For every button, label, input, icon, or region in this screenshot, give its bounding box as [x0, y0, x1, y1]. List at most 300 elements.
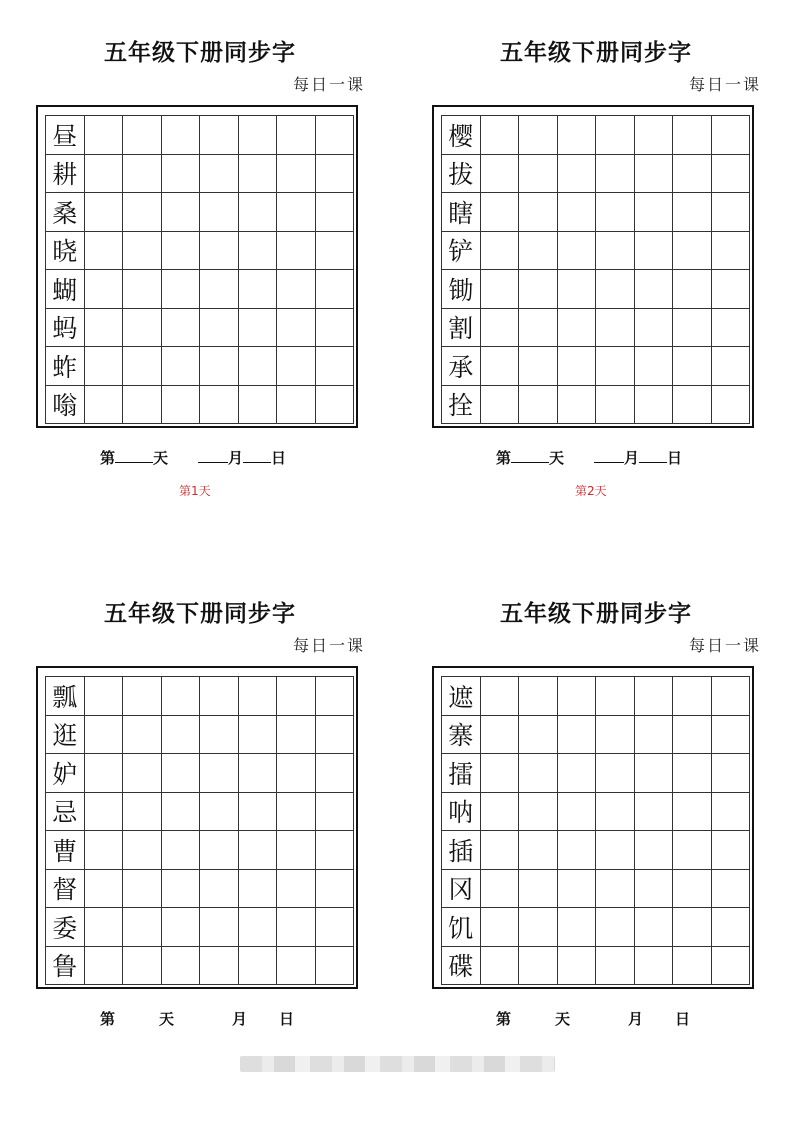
practice-cell[interactable] — [277, 754, 316, 793]
practice-cell[interactable] — [481, 232, 520, 271]
practice-cell[interactable] — [519, 155, 558, 194]
grid-frame — [432, 105, 754, 428]
practice-cell[interactable] — [162, 309, 201, 348]
writing-grid — [441, 676, 750, 985]
model-character: 寨 — [442, 716, 481, 755]
practice-cell[interactable] — [123, 116, 162, 155]
practice-cell[interactable] — [162, 155, 201, 194]
practice-cell[interactable] — [673, 793, 712, 832]
practice-cell[interactable] — [85, 870, 124, 909]
practice-cell[interactable] — [239, 831, 278, 870]
practice-cell[interactable] — [596, 908, 635, 947]
day-prefix: 第 — [100, 1010, 116, 1028]
practice-cell[interactable] — [85, 232, 124, 271]
practice-cell[interactable] — [162, 193, 201, 232]
practice-cell[interactable] — [481, 116, 520, 155]
model-character: 曹 — [46, 831, 85, 870]
practice-cell[interactable] — [673, 947, 712, 986]
practice-cell[interactable] — [123, 677, 162, 716]
practice-cell[interactable] — [277, 232, 316, 271]
practice-cell[interactable] — [635, 116, 674, 155]
model-character: 瓢 — [46, 677, 85, 716]
practice-cell[interactable] — [673, 116, 712, 155]
practice-cell[interactable] — [316, 947, 355, 986]
practice-cell[interactable] — [558, 831, 597, 870]
model-character: 遮 — [442, 677, 481, 716]
practice-cell[interactable] — [316, 908, 355, 947]
date-blank[interactable] — [243, 450, 271, 463]
practice-cell[interactable] — [239, 677, 278, 716]
practice-cell[interactable] — [519, 908, 558, 947]
practice-cell[interactable] — [316, 831, 355, 870]
model-character: 委 — [46, 908, 85, 947]
practice-cell[interactable] — [635, 309, 674, 348]
practice-cell[interactable] — [239, 793, 278, 832]
practice-cell[interactable] — [519, 386, 558, 425]
practice-cell[interactable] — [123, 232, 162, 271]
practice-cell[interactable] — [162, 793, 201, 832]
model-character: 蝴 — [46, 270, 85, 309]
practice-cell[interactable] — [239, 193, 278, 232]
day-prefix: 第 — [496, 449, 512, 467]
practice-cell[interactable] — [277, 947, 316, 986]
model-character: 承 — [442, 347, 481, 386]
practice-cell[interactable] — [635, 754, 674, 793]
date-label: 日 — [271, 449, 287, 467]
practice-cell[interactable] — [635, 716, 674, 755]
practice-cell[interactable] — [635, 155, 674, 194]
practice-cell[interactable] — [596, 947, 635, 986]
practice-cell[interactable] — [85, 831, 124, 870]
practice-cell[interactable] — [712, 386, 751, 425]
practice-cell[interactable] — [316, 677, 355, 716]
practice-cell[interactable] — [123, 193, 162, 232]
practice-cell[interactable] — [596, 831, 635, 870]
practice-cell[interactable] — [519, 193, 558, 232]
practice-cell[interactable] — [85, 908, 124, 947]
month-label: 月 — [232, 1010, 248, 1028]
practice-cell[interactable] — [519, 716, 558, 755]
practice-cell[interactable] — [481, 386, 520, 425]
practice-sheet — [432, 0, 762, 498]
sheet-title: 五年级下册同步字 — [104, 600, 296, 627]
practice-cell[interactable] — [712, 193, 751, 232]
practice-cell[interactable] — [481, 193, 520, 232]
practice-cell[interactable] — [712, 947, 751, 986]
practice-cell[interactable] — [596, 193, 635, 232]
model-character: 逛 — [46, 716, 85, 755]
practice-cell[interactable] — [200, 831, 239, 870]
model-character: 擂 — [442, 754, 481, 793]
practice-cell[interactable] — [316, 270, 355, 309]
practice-cell[interactable] — [200, 386, 239, 425]
practice-cell[interactable] — [200, 908, 239, 947]
sheet-subtitle: 每日一课 — [292, 636, 365, 655]
practice-cell[interactable] — [481, 947, 520, 986]
practice-cell[interactable] — [239, 309, 278, 348]
practice-cell[interactable] — [673, 870, 712, 909]
practice-cell[interactable] — [277, 347, 316, 386]
practice-cell[interactable] — [519, 677, 558, 716]
model-character: 割 — [442, 309, 481, 348]
practice-sheet — [36, 561, 366, 1031]
practice-cell[interactable] — [123, 386, 162, 425]
practice-cell[interactable] — [673, 716, 712, 755]
practice-cell[interactable] — [481, 754, 520, 793]
practice-cell[interactable] — [162, 677, 201, 716]
practice-cell[interactable] — [123, 155, 162, 194]
practice-cell[interactable] — [123, 870, 162, 909]
date-line — [496, 1008, 690, 1029]
model-character: 蚂 — [46, 309, 85, 348]
day-prefix: 第 — [100, 449, 116, 467]
model-character: 碟 — [442, 947, 481, 986]
practice-cell[interactable] — [712, 347, 751, 386]
practice-cell[interactable] — [316, 232, 355, 271]
practice-cell[interactable] — [200, 309, 239, 348]
practice-cell[interactable] — [162, 716, 201, 755]
practice-cell[interactable] — [481, 347, 520, 386]
sheet-title: 五年级下册同步字 — [500, 600, 692, 627]
practice-cell[interactable] — [277, 155, 316, 194]
practice-cell[interactable] — [635, 870, 674, 909]
grid-frame — [36, 105, 358, 428]
practice-cell[interactable] — [239, 270, 278, 309]
date-label: 日 — [667, 449, 683, 467]
practice-cell[interactable] — [200, 232, 239, 271]
practice-cell[interactable] — [316, 155, 355, 194]
day-prefix: 第 — [496, 1010, 512, 1028]
date-label: 日 — [279, 1010, 295, 1028]
practice-cell[interactable] — [200, 716, 239, 755]
practice-cell[interactable] — [635, 947, 674, 986]
practice-cell[interactable] — [200, 754, 239, 793]
practice-cell[interactable] — [85, 116, 124, 155]
sheet-title: 五年级下册同步字 — [500, 39, 692, 66]
model-character: 锄 — [442, 270, 481, 309]
practice-cell[interactable] — [239, 155, 278, 194]
practice-sheet — [36, 0, 366, 498]
practice-cell[interactable] — [200, 793, 239, 832]
practice-cell[interactable] — [277, 677, 316, 716]
practice-cell[interactable] — [596, 270, 635, 309]
practice-cell[interactable] — [162, 232, 201, 271]
model-character: 晓 — [46, 232, 85, 271]
practice-cell[interactable] — [519, 270, 558, 309]
practice-cell[interactable] — [558, 793, 597, 832]
model-character: 桑 — [46, 193, 85, 232]
practice-cell[interactable] — [558, 386, 597, 425]
practice-cell[interactable] — [200, 347, 239, 386]
practice-cell[interactable] — [712, 870, 751, 909]
practice-cell[interactable] — [316, 116, 355, 155]
practice-cell[interactable] — [123, 831, 162, 870]
practice-cell[interactable] — [519, 793, 558, 832]
practice-cell[interactable] — [316, 193, 355, 232]
practice-cell[interactable] — [519, 116, 558, 155]
practice-cell[interactable] — [277, 870, 316, 909]
practice-cell[interactable] — [558, 270, 597, 309]
practice-cell[interactable] — [481, 831, 520, 870]
practice-cell[interactable] — [200, 116, 239, 155]
practice-cell[interactable] — [277, 716, 316, 755]
practice-cell[interactable] — [481, 716, 520, 755]
practice-cell[interactable] — [519, 347, 558, 386]
practice-cell[interactable] — [481, 309, 520, 348]
month-blank[interactable] — [198, 450, 228, 463]
practice-cell[interactable] — [123, 270, 162, 309]
practice-cell[interactable] — [162, 754, 201, 793]
practice-cell[interactable] — [123, 793, 162, 832]
practice-cell[interactable] — [316, 309, 355, 348]
practice-cell[interactable] — [558, 677, 597, 716]
practice-cell[interactable] — [596, 347, 635, 386]
practice-cell[interactable] — [85, 386, 124, 425]
practice-cell[interactable] — [85, 155, 124, 194]
writing-grid — [441, 115, 750, 424]
practice-cell[interactable] — [673, 270, 712, 309]
practice-cell[interactable] — [596, 716, 635, 755]
practice-cell[interactable] — [635, 908, 674, 947]
practice-sheet — [432, 561, 762, 1031]
practice-cell[interactable] — [635, 232, 674, 271]
model-character: 耕 — [46, 155, 85, 194]
practice-cell[interactable] — [519, 309, 558, 348]
practice-cell[interactable] — [162, 347, 201, 386]
practice-cell[interactable] — [277, 908, 316, 947]
practice-cell[interactable] — [635, 793, 674, 832]
practice-cell[interactable] — [596, 116, 635, 155]
practice-cell[interactable] — [596, 232, 635, 271]
practice-cell[interactable] — [200, 193, 239, 232]
model-character: 呐 — [442, 793, 481, 832]
practice-cell[interactable] — [277, 270, 316, 309]
practice-cell[interactable] — [596, 386, 635, 425]
date-line — [100, 1008, 294, 1029]
day-suffix: 天 — [555, 1010, 571, 1028]
model-character: 昼 — [46, 116, 85, 155]
practice-cell[interactable] — [673, 347, 712, 386]
day-blank[interactable] — [115, 450, 153, 463]
practice-cell[interactable] — [200, 677, 239, 716]
practice-cell[interactable] — [481, 155, 520, 194]
practice-cell[interactable] — [673, 232, 712, 271]
practice-cell[interactable] — [596, 754, 635, 793]
practice-cell[interactable] — [635, 193, 674, 232]
model-character: 铲 — [442, 232, 481, 271]
practice-cell[interactable] — [673, 831, 712, 870]
practice-cell[interactable] — [239, 116, 278, 155]
practice-cell[interactable] — [85, 347, 124, 386]
model-character: 拴 — [442, 386, 481, 425]
practice-cell[interactable] — [481, 870, 520, 909]
practice-cell[interactable] — [239, 716, 278, 755]
practice-cell[interactable] — [239, 754, 278, 793]
model-character: 妒 — [46, 754, 85, 793]
practice-cell[interactable] — [673, 155, 712, 194]
day-suffix: 天 — [153, 449, 169, 467]
practice-cell[interactable] — [712, 677, 751, 716]
practice-cell[interactable] — [519, 870, 558, 909]
date-blank[interactable] — [639, 450, 667, 463]
practice-cell[interactable] — [558, 193, 597, 232]
model-character: 蚱 — [46, 347, 85, 386]
practice-cell[interactable] — [635, 270, 674, 309]
month-blank[interactable] — [594, 450, 624, 463]
practice-cell[interactable] — [85, 793, 124, 832]
practice-cell[interactable] — [673, 193, 712, 232]
practice-cell[interactable] — [316, 870, 355, 909]
practice-cell[interactable] — [596, 870, 635, 909]
practice-cell[interactable] — [712, 116, 751, 155]
practice-cell[interactable] — [712, 716, 751, 755]
model-character: 插 — [442, 831, 481, 870]
practice-cell[interactable] — [481, 793, 520, 832]
practice-cell[interactable] — [277, 831, 316, 870]
practice-cell[interactable] — [558, 716, 597, 755]
writing-grid — [45, 115, 354, 424]
practice-cell[interactable] — [162, 116, 201, 155]
practice-cell[interactable] — [85, 309, 124, 348]
practice-cell[interactable] — [596, 155, 635, 194]
practice-cell[interactable] — [635, 677, 674, 716]
practice-cell[interactable] — [316, 347, 355, 386]
practice-cell[interactable] — [85, 754, 124, 793]
practice-cell[interactable] — [200, 155, 239, 194]
practice-cell[interactable] — [277, 793, 316, 832]
practice-cell[interactable] — [239, 232, 278, 271]
practice-cell[interactable] — [316, 386, 355, 425]
practice-cell[interactable] — [481, 908, 520, 947]
practice-cell[interactable] — [558, 155, 597, 194]
practice-cell[interactable] — [558, 232, 597, 271]
practice-cell[interactable] — [239, 947, 278, 986]
practice-cell[interactable] — [519, 232, 558, 271]
practice-cell[interactable] — [85, 947, 124, 986]
date-label: 日 — [675, 1010, 691, 1028]
practice-cell[interactable] — [277, 193, 316, 232]
model-character: 饥 — [442, 908, 481, 947]
practice-cell[interactable] — [481, 270, 520, 309]
practice-cell[interactable] — [519, 831, 558, 870]
practice-cell[interactable] — [85, 193, 124, 232]
practice-cell[interactable] — [519, 754, 558, 793]
day-blank[interactable] — [511, 450, 549, 463]
practice-cell[interactable] — [635, 347, 674, 386]
practice-cell[interactable] — [162, 947, 201, 986]
grid-frame — [36, 666, 358, 989]
model-character: 樱 — [442, 116, 481, 155]
practice-cell[interactable] — [277, 116, 316, 155]
practice-cell[interactable] — [239, 347, 278, 386]
day-label: 第2天 — [575, 484, 607, 498]
practice-cell[interactable] — [200, 270, 239, 309]
date-line — [100, 447, 286, 468]
practice-cell[interactable] — [673, 677, 712, 716]
practice-cell[interactable] — [162, 270, 201, 309]
practice-cell[interactable] — [277, 309, 316, 348]
practice-cell[interactable] — [712, 793, 751, 832]
practice-cell[interactable] — [558, 347, 597, 386]
model-character: 督 — [46, 870, 85, 909]
practice-cell[interactable] — [596, 677, 635, 716]
practice-cell[interactable] — [123, 309, 162, 348]
practice-cell[interactable] — [123, 716, 162, 755]
date-line — [496, 447, 682, 468]
practice-cell[interactable] — [673, 309, 712, 348]
practice-cell[interactable] — [673, 386, 712, 425]
practice-cell[interactable] — [596, 793, 635, 832]
practice-cell[interactable] — [200, 870, 239, 909]
practice-cell[interactable] — [558, 908, 597, 947]
practice-cell[interactable] — [712, 155, 751, 194]
practice-cell[interactable] — [712, 754, 751, 793]
writing-grid — [45, 676, 354, 985]
practice-cell[interactable] — [123, 347, 162, 386]
practice-cell[interactable] — [712, 831, 751, 870]
practice-cell[interactable] — [673, 908, 712, 947]
practice-cell[interactable] — [162, 908, 201, 947]
practice-cell[interactable] — [239, 386, 278, 425]
practice-cell[interactable] — [316, 716, 355, 755]
practice-cell[interactable] — [162, 870, 201, 909]
practice-cell[interactable] — [712, 309, 751, 348]
practice-cell[interactable] — [200, 947, 239, 986]
practice-cell[interactable] — [123, 908, 162, 947]
practice-cell[interactable] — [123, 947, 162, 986]
practice-cell[interactable] — [519, 947, 558, 986]
practice-cell[interactable] — [712, 232, 751, 271]
model-character: 嗡 — [46, 386, 85, 425]
practice-cell[interactable] — [558, 116, 597, 155]
month-label: 月 — [624, 449, 640, 467]
grid-frame — [432, 666, 754, 989]
watermark-bar — [240, 1056, 555, 1072]
practice-cell[interactable] — [239, 908, 278, 947]
practice-cell[interactable] — [123, 754, 162, 793]
month-label: 月 — [228, 449, 244, 467]
practice-cell[interactable] — [558, 309, 597, 348]
practice-cell[interactable] — [673, 754, 712, 793]
practice-cell[interactable] — [162, 386, 201, 425]
model-character: 瞎 — [442, 193, 481, 232]
model-character: 忌 — [46, 793, 85, 832]
practice-cell[interactable] — [85, 716, 124, 755]
practice-cell[interactable] — [277, 386, 316, 425]
practice-cell[interactable] — [635, 386, 674, 425]
practice-cell[interactable] — [558, 754, 597, 793]
practice-cell[interactable] — [635, 831, 674, 870]
practice-cell[interactable] — [712, 270, 751, 309]
practice-cell[interactable] — [558, 947, 597, 986]
practice-cell[interactable] — [316, 793, 355, 832]
day-suffix: 天 — [159, 1010, 175, 1028]
sheet-subtitle: 每日一课 — [688, 75, 761, 94]
practice-cell[interactable] — [712, 908, 751, 947]
practice-cell[interactable] — [85, 677, 124, 716]
practice-cell[interactable] — [596, 309, 635, 348]
sheet-title: 五年级下册同步字 — [104, 39, 296, 66]
day-label: 第1天 — [179, 484, 211, 498]
model-character: 冈 — [442, 870, 481, 909]
practice-cell[interactable] — [85, 270, 124, 309]
practice-cell[interactable] — [162, 831, 201, 870]
practice-cell[interactable] — [239, 870, 278, 909]
sheet-subtitle: 每日一课 — [688, 636, 761, 655]
practice-cell[interactable] — [481, 677, 520, 716]
practice-cell[interactable] — [558, 870, 597, 909]
practice-cell[interactable] — [316, 754, 355, 793]
